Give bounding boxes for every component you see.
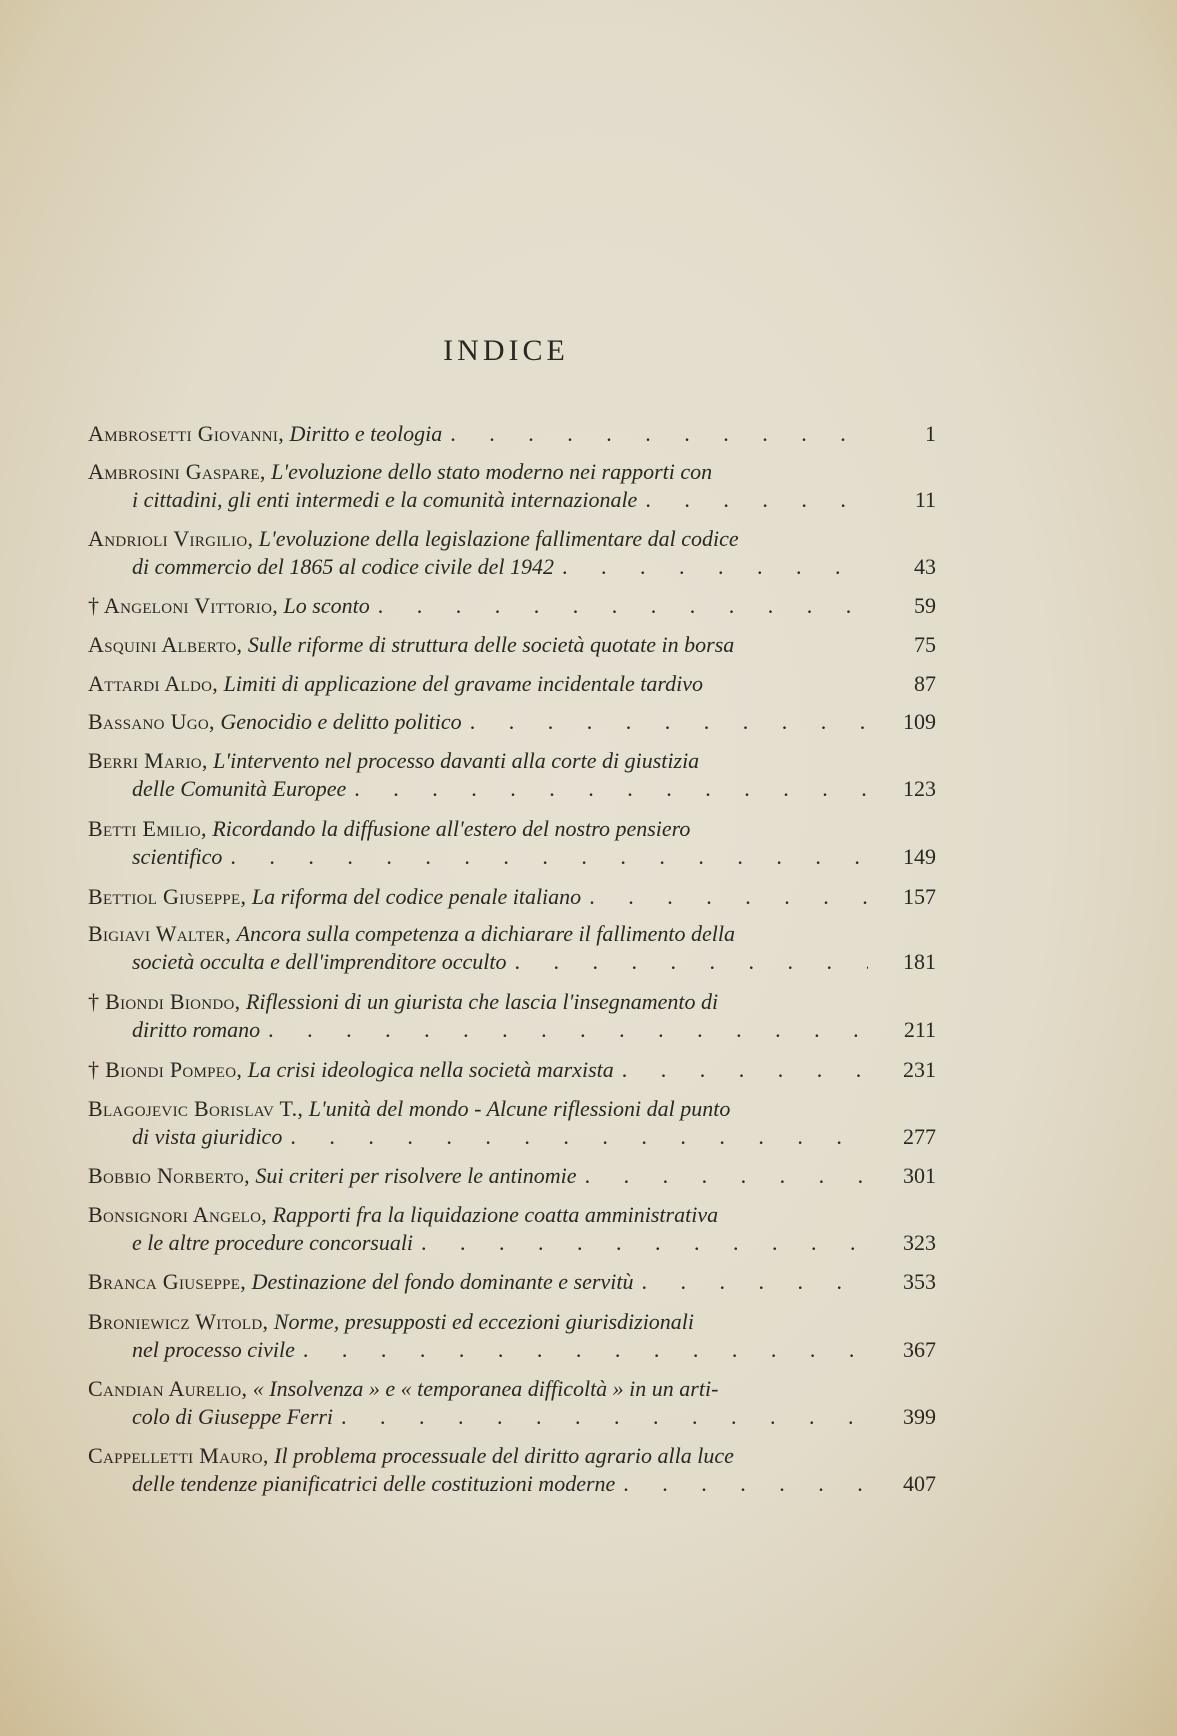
toc-entry — [88, 1162, 936, 1190]
entry-page-number: 109 — [903, 709, 936, 734]
entry-page-number: 353 — [903, 1269, 936, 1294]
toc-entry — [88, 525, 936, 581]
spacer — [694, 1308, 876, 1336]
entry-author: Ambrosini Gaspare, — [88, 459, 266, 484]
entry-title: La crisi ideologica nella società marxista — [247, 1057, 614, 1082]
entry-title: Rapporti fra la liquidazione coatta amministrativa — [272, 1202, 719, 1227]
entry-page-number: 43 — [914, 554, 936, 579]
entry-title: Sulle riforme di struttura delle società quotate in borsa — [247, 632, 735, 657]
entry-page-number: 211 — [903, 1017, 936, 1042]
toc-entry — [88, 1201, 936, 1257]
toc-entry — [88, 988, 936, 1044]
dot-leader — [230, 843, 868, 871]
dot-leader — [290, 1123, 868, 1151]
toc-entry — [88, 747, 936, 803]
entry-title: delle Comunità Europee — [132, 776, 347, 801]
toc-entry — [88, 1268, 936, 1296]
entry-author: Bobbio Norberto, — [88, 1163, 250, 1188]
entry-page-number: 87 — [914, 671, 936, 696]
dot-leader — [268, 1016, 868, 1044]
entry-page-number: 367 — [903, 1337, 936, 1362]
entry-page-number: 301 — [903, 1163, 936, 1188]
toc-entry — [88, 458, 936, 514]
entry-title: L'intervento nel processo davanti alla corte di giustizia — [213, 748, 700, 773]
spacer — [690, 815, 876, 843]
entry-title: e le altre procedure concorsuali — [132, 1230, 414, 1255]
dot-leader — [645, 486, 868, 514]
toc-entry — [88, 592, 936, 620]
spacer — [699, 747, 876, 775]
entry-title: L'evoluzione dello stato moderno nei rapporti con — [271, 459, 713, 484]
entry-title: L'unità del mondo - Alcune riflessioni dal punto — [308, 1096, 731, 1121]
page-title: INDICE — [443, 334, 569, 367]
spacer — [730, 1095, 876, 1123]
dot-leader — [562, 553, 868, 581]
entry-author: Bigiavi Walter, — [88, 921, 232, 946]
dot-leader — [354, 775, 868, 803]
dot-leader — [734, 631, 876, 659]
entry-title: scientifico — [132, 844, 223, 869]
entry-author: Blagojevic Borislav T., — [88, 1096, 304, 1121]
dot-leader — [703, 670, 876, 698]
entry-page-number: 181 — [903, 949, 936, 974]
entry-title: Il problema processuale del diritto agrario alla luce — [274, 1443, 734, 1468]
entry-author: Asquini Alberto, — [88, 632, 243, 657]
entry-author: † Angeloni Vittorio, — [88, 593, 279, 618]
entry-title: i cittadini, gli enti intermedi e la comunità internazionale — [132, 487, 638, 512]
entry-author: Candian Aurelio, — [88, 1376, 248, 1401]
entry-author: Bettiol Giuseppe, — [88, 884, 247, 909]
toc-entry — [88, 1442, 936, 1498]
dot-leader — [450, 420, 868, 448]
toc-entry — [88, 920, 936, 976]
entry-page-number: 231 — [903, 1057, 936, 1082]
entry-title: Destinazione del fondo dominante e servitù — [251, 1269, 634, 1294]
entry-page-number: 407 — [903, 1471, 936, 1496]
toc-entry — [88, 420, 936, 448]
entry-page-number: 323 — [903, 1230, 936, 1255]
entry-author: Ambrosetti Giovanni, — [88, 421, 284, 446]
entry-author: Bonsignori Angelo, — [88, 1202, 268, 1227]
entry-title: Ancora sulla competenza a dichiarare il fallimento della — [236, 921, 735, 946]
entry-title: « Insolvenza » e « temporanea difficoltà » in un arti- — [252, 1376, 719, 1401]
dot-leader — [623, 1470, 868, 1498]
dot-leader — [378, 592, 868, 620]
entry-title: La riforma del codice penale italiano — [251, 884, 582, 909]
dot-leader — [622, 1056, 868, 1084]
entry-title: Genocidio e delitto politico — [220, 709, 462, 734]
entry-title: Diritto e teologia — [289, 421, 443, 446]
entry-title: L'evoluzione della legislazione fallimentare dal codice — [258, 526, 739, 551]
toc-entry — [88, 1056, 936, 1084]
entry-title: Norme, presupposti ed eccezioni giurisdizionali — [273, 1309, 695, 1334]
spacer — [734, 1442, 876, 1470]
dot-leader — [303, 1336, 868, 1364]
toc-entry — [88, 708, 936, 736]
toc-entry — [88, 631, 936, 659]
spacer — [718, 988, 876, 1016]
entry-author: Broniewicz Witold, — [88, 1309, 269, 1334]
entry-page-number: 123 — [903, 776, 936, 801]
dot-leader — [515, 948, 868, 976]
entry-title: colo di Giuseppe Ferri — [132, 1404, 334, 1429]
dot-leader — [585, 1162, 868, 1190]
entry-title: Riflessioni di un giurista che lascia l'insegnamento di — [245, 989, 719, 1014]
entry-page-number: 11 — [914, 487, 936, 512]
entry-author: Andrioli Virgilio, — [88, 526, 254, 551]
entry-author: Berri Mario, — [88, 748, 208, 773]
entry-author: Branca Giuseppe, — [88, 1269, 247, 1294]
entry-author: Betti Emilio, — [88, 816, 207, 841]
spacer — [718, 1201, 876, 1229]
dot-leader — [341, 1403, 868, 1431]
entry-page-number: 59 — [914, 593, 936, 618]
entry-title: Sui criteri per risolvere le antinomie — [255, 1163, 577, 1188]
entry-title: di vista giuridico — [132, 1124, 283, 1149]
spacer — [718, 1375, 876, 1403]
entry-title: diritto romano — [132, 1017, 261, 1042]
spacer — [712, 458, 876, 486]
entry-title: delle tendenze pianificatrici delle costituzioni moderne — [132, 1471, 616, 1496]
entry-author: † Biondi Biondo, — [88, 989, 241, 1014]
entry-page-number: 1 — [925, 421, 936, 446]
entry-title: Lo sconto — [283, 593, 370, 618]
entry-author: Attardi Aldo, — [88, 671, 219, 696]
toc-entry — [88, 1095, 936, 1151]
entry-title: nel processo civile — [132, 1337, 295, 1362]
entry-title: Ricordando la diffusione all'estero del nostro pensiero — [212, 816, 691, 841]
entry-page-number: 277 — [903, 1124, 936, 1149]
entry-page-number: 157 — [903, 884, 936, 909]
entry-title: società occulta e dell'imprenditore occulto — [132, 949, 507, 974]
toc-entry — [88, 883, 936, 911]
entry-author: † Biondi Pompeo, — [88, 1057, 243, 1082]
entry-title: di commercio del 1865 al codice civile del 1942 — [132, 554, 554, 579]
toc-entry — [88, 1308, 936, 1364]
entry-author: Bassano Ugo, — [88, 709, 215, 734]
dot-leader — [421, 1229, 868, 1257]
spacer — [735, 920, 876, 948]
dot-leader — [470, 708, 868, 736]
entry-page-number: 399 — [903, 1404, 936, 1429]
entry-title: Limiti di applicazione del gravame incidentale tardivo — [223, 671, 704, 696]
toc-entry — [88, 670, 936, 698]
dot-leader — [641, 1268, 868, 1296]
spacer — [739, 525, 876, 553]
entry-author: Cappelletti Mauro, — [88, 1443, 269, 1468]
toc-entry — [88, 815, 936, 871]
toc-entry — [88, 1375, 936, 1431]
dot-leader — [589, 883, 868, 911]
entry-page-number: 149 — [903, 844, 936, 869]
entry-page-number: 75 — [914, 632, 936, 657]
